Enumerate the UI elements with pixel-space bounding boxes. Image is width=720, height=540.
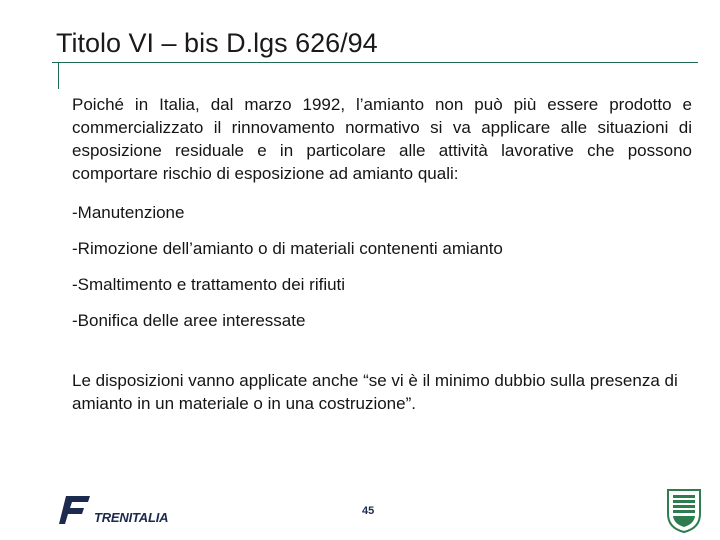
activities-list	[72, 201, 692, 332]
slide-body	[72, 93, 692, 415]
intro-paragraph: Poiché in Italia, dal marzo 1992, l’amianto non può più essere prodotto e commercializzato il rinnovamento normativo si va applicare alle situazioni di esposizione residuale e in particolare alle attività lavorative che possono comportare rischio di esposizione ad amianto quali:	[72, 95, 692, 183]
trenitalia-logo-icon	[58, 492, 92, 526]
slide-title: Titolo VI – bis D.lgs 626/94	[56, 28, 378, 58]
list-item: -Rimozione dell’amianto o di materiali contenenti amianto	[72, 239, 503, 258]
page-number: 45	[362, 505, 375, 517]
list-item: -Smaltimento e trattamento dei rifiuti	[72, 275, 346, 294]
title-underline	[52, 62, 698, 63]
list-item: -Manutenzione	[72, 203, 185, 222]
trenitalia-wordmark: TRENITALIA	[94, 510, 169, 525]
university-seal-icon	[664, 488, 704, 534]
list-item: -Bonifica delle aree interessate	[72, 311, 306, 330]
title-vertical-rule	[58, 63, 59, 89]
outro-paragraph: Le disposizioni vanno applicate anche “se vi è il minimo dubbio sulla presenza di amianto in un materiale o in una costruzione”.	[72, 371, 678, 413]
trenitalia-logo	[58, 490, 188, 526]
